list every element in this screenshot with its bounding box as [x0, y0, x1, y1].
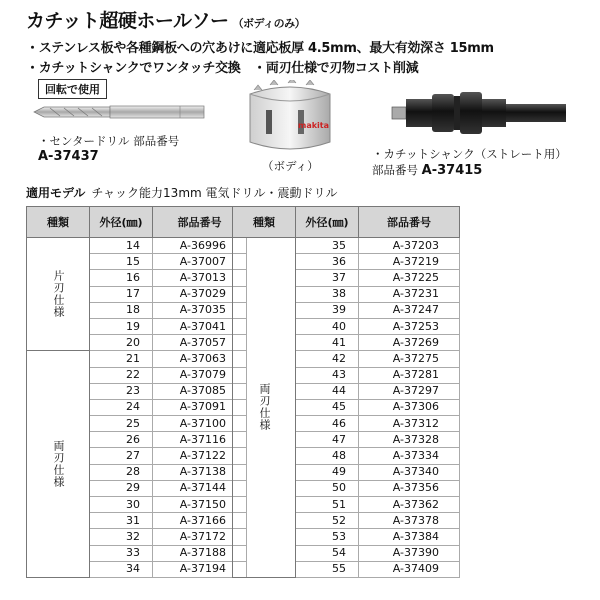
part-number-cell: A-37013: [153, 270, 247, 286]
header-type: 種類: [27, 207, 90, 238]
diameter-cell: 42: [296, 351, 359, 367]
diameter-cell: 35: [296, 238, 359, 254]
part-number-cell: A-37378: [359, 513, 460, 529]
diameter-cell: 40: [296, 318, 359, 334]
part-number-cell: A-37269: [359, 335, 460, 351]
part-number-cell: A-37247: [359, 302, 460, 318]
diameter-cell: 44: [296, 383, 359, 399]
center-drill-part-number: A-37437: [38, 149, 99, 164]
diameter-cell: 29: [90, 480, 153, 496]
type-group-label: 片刃仕様: [27, 238, 90, 351]
center-drill-caption: [38, 133, 179, 164]
diameter-cell: 53: [296, 529, 359, 545]
diameter-cell: 16: [90, 270, 153, 286]
diameter-cell: 48: [296, 448, 359, 464]
header-type: 種類: [233, 207, 296, 238]
center-drill-label: ・センタードリル 部品番号: [38, 134, 180, 148]
diameter-cell: 49: [296, 464, 359, 480]
diameter-cell: 46: [296, 416, 359, 432]
part-number-cell: A-37116: [153, 432, 247, 448]
part-number-cell: A-37079: [153, 367, 247, 383]
diameter-cell: 32: [90, 529, 153, 545]
center-drill-image: [30, 100, 210, 124]
part-number-cell: A-37306: [359, 399, 460, 415]
part-number-cell: A-37225: [359, 270, 460, 286]
diameter-cell: 19: [90, 318, 153, 334]
part-number-cell: A-37085: [153, 383, 247, 399]
part-number-cell: A-37231: [359, 286, 460, 302]
table-row: [27, 351, 247, 367]
part-number-cell: A-37166: [153, 513, 247, 529]
part-number-cell: A-37253: [359, 318, 460, 334]
part-number-cell: A-37219: [359, 254, 460, 270]
part-number-cell: A-37362: [359, 497, 460, 513]
diameter-cell: 55: [296, 561, 359, 577]
rotation-tag: 回転で使用: [38, 79, 107, 99]
diameter-cell: 23: [90, 383, 153, 399]
part-number-cell: A-37334: [359, 448, 460, 464]
diameter-cell: 43: [296, 367, 359, 383]
part-number-cell: A-37194: [153, 561, 247, 577]
part-number-cell: A-37203: [359, 238, 460, 254]
diameter-cell: 21: [90, 351, 153, 367]
part-number-cell: A-37063: [153, 351, 247, 367]
body-caption: （ボディ）: [262, 159, 319, 173]
diameter-cell: 14: [90, 238, 153, 254]
diameter-cell: 36: [296, 254, 359, 270]
diameter-cell: 20: [90, 335, 153, 351]
diameter-cell: 54: [296, 545, 359, 561]
header-part-number: 部品番号: [153, 207, 247, 238]
part-number-cell: A-37409: [359, 561, 460, 577]
applicable-model: 適用モデル チャック能力13mm 電気ドリル・震動ドリル: [26, 186, 338, 200]
part-number-cell: A-36996: [153, 238, 247, 254]
part-number-cell: A-37035: [153, 302, 247, 318]
header-part-number: 部品番号: [359, 207, 460, 238]
part-number-cell: A-37356: [359, 480, 460, 496]
part-number-cell: A-37312: [359, 416, 460, 432]
part-number-cell: A-37172: [153, 529, 247, 545]
right-spec-table: [232, 206, 460, 578]
header-diameter: 外径(㎜): [90, 207, 153, 238]
diameter-cell: 17: [90, 286, 153, 302]
part-number-cell: A-37100: [153, 416, 247, 432]
part-number-cell: A-37041: [153, 318, 247, 334]
left-spec-table: [26, 206, 247, 578]
type-group-label: 両刃仕様: [233, 238, 296, 578]
shank-caption: [372, 146, 567, 178]
part-number-cell: A-37275: [359, 351, 460, 367]
shank-part-number: A-37415: [421, 163, 483, 178]
diameter-cell: 25: [90, 416, 153, 432]
diameter-cell: 31: [90, 513, 153, 529]
part-number-cell: A-37057: [153, 335, 247, 351]
diameter-cell: 52: [296, 513, 359, 529]
part-number-cell: A-37297: [359, 383, 460, 399]
diameter-cell: 27: [90, 448, 153, 464]
part-number-cell: A-37091: [153, 399, 247, 415]
diameter-cell: 38: [296, 286, 359, 302]
diameter-cell: 50: [296, 480, 359, 496]
part-number-cell: A-37281: [359, 367, 460, 383]
part-number-cell: A-37144: [153, 480, 247, 496]
diameter-cell: 45: [296, 399, 359, 415]
type-group-label: 両刃仕様: [27, 351, 90, 578]
diameter-cell: 51: [296, 497, 359, 513]
diameter-cell: 37: [296, 270, 359, 286]
hole-saw-body-image: [240, 80, 340, 158]
diameter-cell: 47: [296, 432, 359, 448]
diameter-cell: 15: [90, 254, 153, 270]
feature-bullet-1: ・ステンレス板や各種鋼板への穴あけに適応板厚 4.5mm、最大有効深さ 15mm: [26, 41, 494, 56]
diameter-cell: 18: [90, 302, 153, 318]
shank-label: ・カチットシャンク（ストレート用）: [372, 147, 567, 161]
part-number-cell: A-37029: [153, 286, 247, 302]
diameter-cell: 41: [296, 335, 359, 351]
shank-part-number-label: 部品番号: [372, 163, 418, 177]
diameter-cell: 34: [90, 561, 153, 577]
part-number-cell: A-37122: [153, 448, 247, 464]
kachitto-shank-image: [390, 90, 570, 136]
page-title: カチット超硬ホールソー （ボディのみ）: [26, 10, 306, 32]
part-number-cell: A-37340: [359, 464, 460, 480]
table-row: [233, 238, 460, 254]
header-diameter: 外径(㎜): [296, 207, 359, 238]
diameter-cell: 39: [296, 302, 359, 318]
part-number-cell: A-37007: [153, 254, 247, 270]
part-number-cell: A-37390: [359, 545, 460, 561]
part-number-cell: A-37328: [359, 432, 460, 448]
feature-bullet-2: ・カチットシャンクでワンタッチ交換 ・両刃仕様で刃物コスト削減: [26, 61, 419, 76]
part-number-cell: A-37150: [153, 497, 247, 513]
part-number-cell: A-37384: [359, 529, 460, 545]
diameter-cell: 26: [90, 432, 153, 448]
part-number-cell: A-37188: [153, 545, 247, 561]
diameter-cell: 28: [90, 464, 153, 480]
diameter-cell: 24: [90, 399, 153, 415]
table-row: [27, 238, 247, 254]
diameter-cell: 33: [90, 545, 153, 561]
diameter-cell: 30: [90, 497, 153, 513]
part-number-cell: A-37138: [153, 464, 247, 480]
svg-text:makita: makita: [298, 121, 330, 130]
diameter-cell: 22: [90, 367, 153, 383]
